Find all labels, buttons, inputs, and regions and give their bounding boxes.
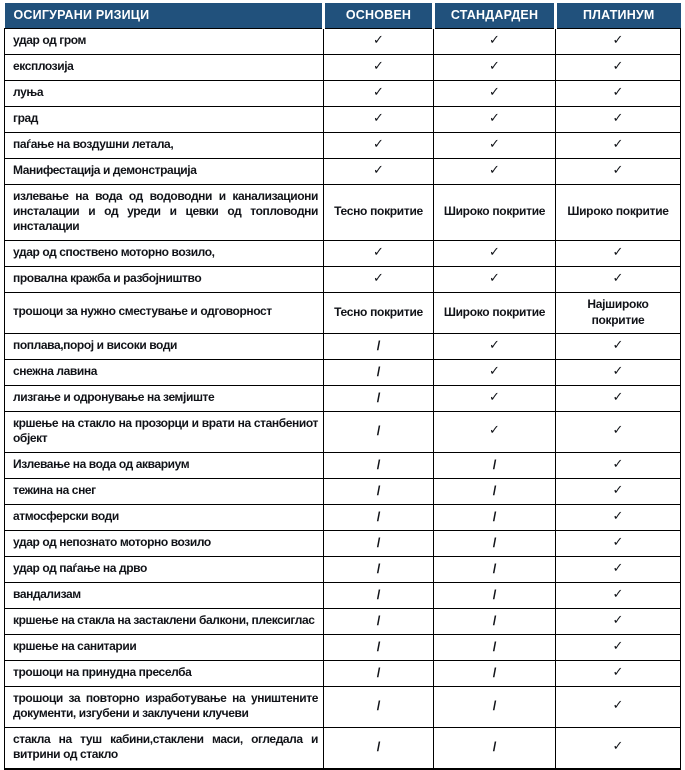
- risk-label: паѓање на воздушни летала,: [5, 132, 324, 158]
- not-covered-mark: /: [324, 411, 434, 452]
- covered-checkmark: ✓: [556, 385, 681, 411]
- risk-label: кршење на санитарии: [5, 634, 324, 660]
- not-covered-mark: /: [434, 504, 556, 530]
- table-row: [5, 686, 681, 727]
- covered-checkmark: ✓: [556, 54, 681, 80]
- table-row: [5, 240, 681, 266]
- not-covered-mark: /: [324, 608, 434, 634]
- not-covered-mark: /: [324, 333, 434, 359]
- covered-checkmark: ✓: [434, 28, 556, 54]
- table-row: [5, 333, 681, 359]
- table-header: [5, 3, 681, 28]
- covered-checkmark: ✓: [434, 240, 556, 266]
- covered-checkmark: ✓: [556, 582, 681, 608]
- risk-label: лизгање и одронување на земјиште: [5, 385, 324, 411]
- covered-checkmark: ✓: [556, 530, 681, 556]
- covered-checkmark: ✓: [434, 132, 556, 158]
- table-row: [5, 54, 681, 80]
- table-row: [5, 478, 681, 504]
- covered-checkmark: ✓: [556, 240, 681, 266]
- table-row: [5, 452, 681, 478]
- table-row: [5, 106, 681, 132]
- not-covered-mark: /: [324, 634, 434, 660]
- not-covered-mark: /: [434, 530, 556, 556]
- plan-column-header-platinum: ПЛАТИНУМ: [556, 3, 681, 28]
- risk-label: атмосферски води: [5, 504, 324, 530]
- covered-checkmark: ✓: [434, 158, 556, 184]
- risk-label: Манифестација и демонстрација: [5, 158, 324, 184]
- not-covered-mark: /: [434, 582, 556, 608]
- table-row: [5, 556, 681, 582]
- risk-label: експлозија: [5, 54, 324, 80]
- risk-label: трошоци за повторно изработување на уништените документи, изгубени и заклучени клучеви: [5, 686, 324, 727]
- covered-checkmark: ✓: [556, 359, 681, 385]
- covered-checkmark: ✓: [556, 660, 681, 686]
- covered-checkmark: ✓: [324, 28, 434, 54]
- covered-checkmark: ✓: [556, 132, 681, 158]
- table-header-row: [5, 3, 681, 28]
- not-covered-mark: /: [324, 385, 434, 411]
- coverage-level-text: Широко покритие: [434, 292, 556, 333]
- table-row: [5, 530, 681, 556]
- not-covered-mark: /: [434, 686, 556, 727]
- covered-checkmark: ✓: [556, 478, 681, 504]
- covered-checkmark: ✓: [324, 80, 434, 106]
- table-row: [5, 292, 681, 333]
- table-row: [5, 28, 681, 54]
- covered-checkmark: ✓: [434, 106, 556, 132]
- risk-label: стакла на туш кабини,стаклени маси, огледала и витрини од стакло: [5, 727, 324, 769]
- table-row: [5, 266, 681, 292]
- covered-checkmark: ✓: [556, 556, 681, 582]
- plan-column-header-standard: СТАНДАРДЕН: [434, 3, 556, 28]
- not-covered-mark: /: [434, 556, 556, 582]
- covered-checkmark: ✓: [324, 132, 434, 158]
- risk-label: трошоци за нужно сместување и одговорност: [5, 292, 324, 333]
- not-covered-mark: /: [434, 660, 556, 686]
- not-covered-mark: /: [324, 530, 434, 556]
- coverage-level-text: Тесно покритие: [324, 292, 434, 333]
- covered-checkmark: ✓: [556, 411, 681, 452]
- table-row: [5, 158, 681, 184]
- risk-label: тежина на снег: [5, 478, 324, 504]
- covered-checkmark: ✓: [434, 333, 556, 359]
- risk-label: снежна лавина: [5, 359, 324, 385]
- table-row: [5, 660, 681, 686]
- table-row: [5, 727, 681, 769]
- table-row: [5, 385, 681, 411]
- covered-checkmark: ✓: [324, 106, 434, 132]
- covered-checkmark: ✓: [324, 266, 434, 292]
- covered-checkmark: ✓: [556, 266, 681, 292]
- not-covered-mark: /: [434, 634, 556, 660]
- covered-checkmark: ✓: [556, 727, 681, 769]
- covered-checkmark: ✓: [324, 54, 434, 80]
- covered-checkmark: ✓: [556, 686, 681, 727]
- not-covered-mark: /: [324, 478, 434, 504]
- covered-checkmark: ✓: [556, 634, 681, 660]
- risk-label: кршење на стакла на застаклени балкони, плексиглас: [5, 608, 324, 634]
- covered-checkmark: ✓: [556, 80, 681, 106]
- table-row: [5, 132, 681, 158]
- not-covered-mark: /: [324, 660, 434, 686]
- not-covered-mark: /: [324, 686, 434, 727]
- covered-checkmark: ✓: [556, 333, 681, 359]
- risk-label: трошоци на принудна преселба: [5, 660, 324, 686]
- risk-label: вандализам: [5, 582, 324, 608]
- table-row: [5, 80, 681, 106]
- covered-checkmark: ✓: [434, 385, 556, 411]
- coverage-level-text: Широко покритие: [556, 184, 681, 240]
- not-covered-mark: /: [324, 556, 434, 582]
- coverage-level-text: Најшироко покритие: [556, 292, 681, 333]
- table-row: [5, 634, 681, 660]
- covered-checkmark: ✓: [556, 504, 681, 530]
- covered-checkmark: ✓: [556, 106, 681, 132]
- not-covered-mark: /: [434, 452, 556, 478]
- risk-label: кршење на стакло на прозорци и врати на станбениот објект: [5, 411, 324, 452]
- covered-checkmark: ✓: [324, 240, 434, 266]
- table-row: [5, 608, 681, 634]
- not-covered-mark: /: [324, 452, 434, 478]
- not-covered-mark: /: [434, 478, 556, 504]
- risk-label: луња: [5, 80, 324, 106]
- risk-label: удар од непознато моторно возило: [5, 530, 324, 556]
- not-covered-mark: /: [324, 727, 434, 769]
- not-covered-mark: /: [434, 727, 556, 769]
- coverage-level-text: Широко покритие: [434, 184, 556, 240]
- risk-label: Излевање на вода од аквариум: [5, 452, 324, 478]
- covered-checkmark: ✓: [434, 80, 556, 106]
- not-covered-mark: /: [324, 359, 434, 385]
- risk-label: излевање на вода од водоводни и канализациони инсталации и од уреди и цевки од топловодни инсталации: [5, 184, 324, 240]
- insurance-risk-table: [4, 3, 681, 770]
- risk-column-header: ОСИГУРАНИ РИЗИЦИ: [5, 3, 324, 28]
- covered-checkmark: ✓: [434, 54, 556, 80]
- not-covered-mark: /: [434, 608, 556, 634]
- covered-checkmark: ✓: [556, 158, 681, 184]
- risk-label: удар од споствено моторно возило,: [5, 240, 324, 266]
- covered-checkmark: ✓: [556, 28, 681, 54]
- covered-checkmark: ✓: [434, 266, 556, 292]
- table-row: [5, 504, 681, 530]
- covered-checkmark: ✓: [556, 452, 681, 478]
- covered-checkmark: ✓: [434, 411, 556, 452]
- table-row: [5, 359, 681, 385]
- risk-label: провална кражба и разбојништво: [5, 266, 324, 292]
- covered-checkmark: ✓: [324, 158, 434, 184]
- risk-label: удар од гром: [5, 28, 324, 54]
- covered-checkmark: ✓: [434, 359, 556, 385]
- risk-label: удар од паѓање на дрво: [5, 556, 324, 582]
- table-row: [5, 184, 681, 240]
- table-row: [5, 411, 681, 452]
- risk-table-body: [5, 28, 681, 769]
- coverage-level-text: Тесно покритие: [324, 184, 434, 240]
- plan-column-header-basic: ОСНОВЕН: [324, 3, 434, 28]
- risk-label: поплава,порој и високи води: [5, 333, 324, 359]
- risk-label: град: [5, 106, 324, 132]
- table-row: [5, 582, 681, 608]
- not-covered-mark: /: [324, 504, 434, 530]
- not-covered-mark: /: [324, 582, 434, 608]
- covered-checkmark: ✓: [556, 608, 681, 634]
